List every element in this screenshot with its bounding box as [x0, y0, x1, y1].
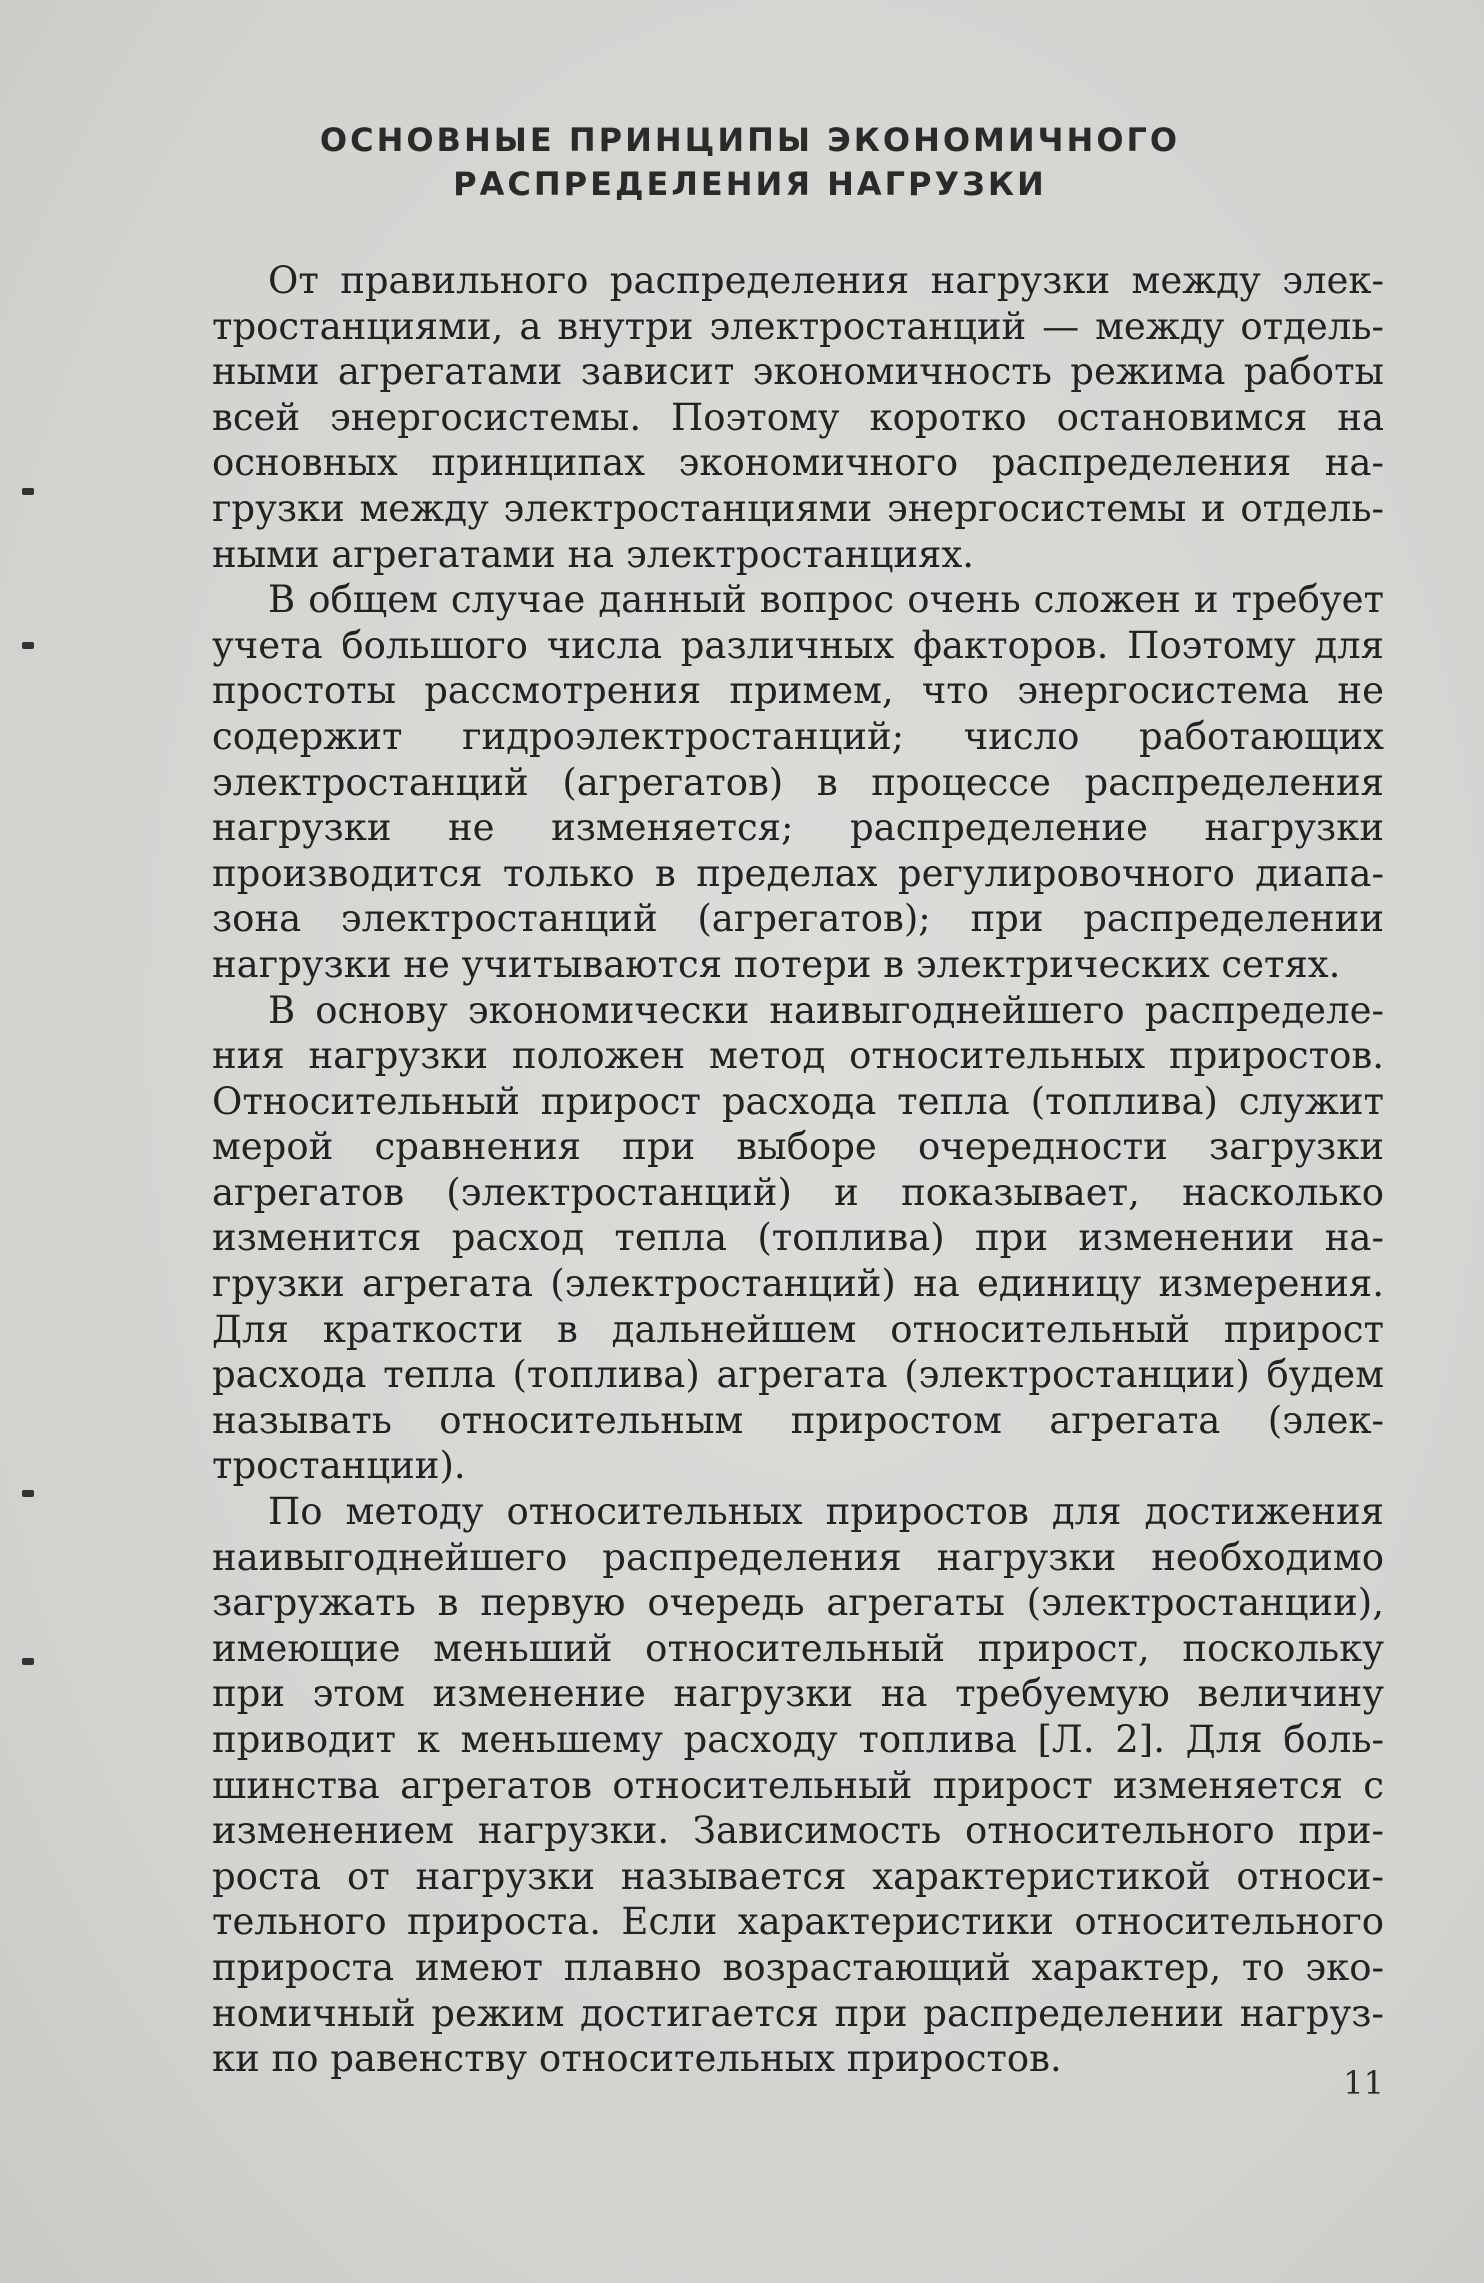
- paragraph-2: В общем случае данный вопрос очень сложен и требует учета большого числа различных факторов. Поэтому для простоты рассмотрения примем, что энергосистема не содержит гидроэлектростанций; число работающих электростанций (агрегатов) в процессе распределения нагрузки не изменяется; распределение нагрузки производится только в пределах регулировочного диапазона электростанций (агрегатов); при распределении нагрузки не учитываются потери в электрических сетях.: [212, 578, 1384, 986]
- binding-hole-mark: [22, 1658, 34, 1665]
- body-text: [212, 258, 1384, 2082]
- paragraph-4: По методу относительных приростов для достижения наивыгоднейшего распределения нагрузки необходимо загружать в первую очередь агрегаты (электростанции), имеющие меньший относительный прирост, поскольку при этом изменение нагрузки на требуемую величину приводит к меньшему расходу топлива [Л. 2]. Для большинства агрегатов относительный прирост изменяется с изменением нагрузки. Зависимость относительного прироста от нагрузки называется характеристикой относительного прироста. Если характеристики относительного прироста имеют плавно возрастающий характер, то экономичный режим достигается при распределении нагрузки по равенству относительных приростов.: [212, 1490, 1384, 2081]
- paragraph-3: В основу экономически наивыгоднейшего распределения нагрузки положен метод относительных приростов. Относительный прирост расхода тепла (топлива) служит мерой сравнения при выборе очередности загрузки агрегатов (электростанций) и показывает, насколько изменится расход тепла (топлива) при изменении нагрузки агрегата (электростанций) на единицу измерения. Для краткости в дальнейшем относительный прирост расхода тепла (топлива) агрегата (электростанции) будем называть относительным приростом агрегата (электростанции).: [212, 988, 1384, 1488]
- binding-hole-mark: [22, 1490, 34, 1497]
- section-heading-line-2: РАСПРЕДЕЛЕНИЯ НАГРУЗКИ: [453, 165, 1047, 203]
- binding-hole-mark: [22, 642, 34, 649]
- paragraph-1: От правильного распределения нагрузки между электростанциями, а внутри электростанций — между отдельными агрегатами зависит экономичность режима работы всей энергосистемы. Поэтому коротко остановимся на основных принципах экономичного распределения нагрузки между электростанциями энергосистемы и отдельными агрегатами на электростанциях.: [212, 259, 1384, 576]
- binding-hole-mark: [22, 488, 34, 495]
- section-heading-line-1: ОСНОВНЫЕ ПРИНЦИПЫ ЭКОНОМИЧНОГО: [319, 121, 1181, 159]
- page-number: 11: [1343, 2064, 1384, 2102]
